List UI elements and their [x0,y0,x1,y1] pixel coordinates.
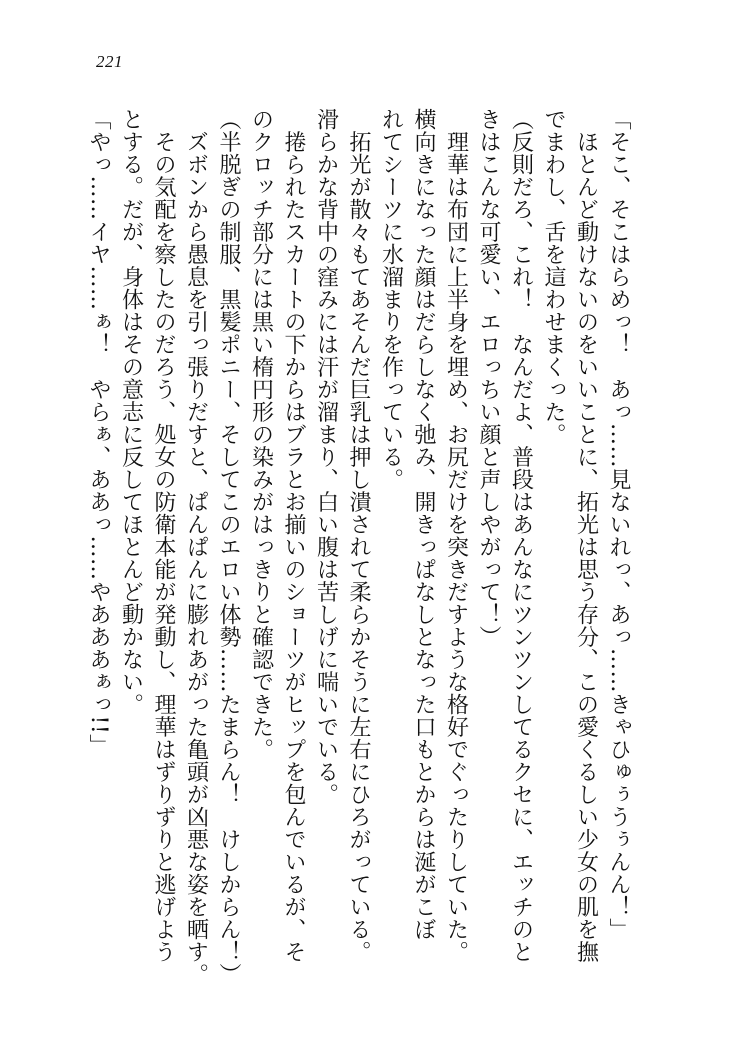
text-line: 「そこ、そこはらめっ！ あっ……見ないれっ、あっ……きゃひゅぅうぅんん！」 [606,108,631,941]
text-line: 捲られたスカートの下からはブラとお揃いのショーツがヒップを包んでいるが、そ [281,108,306,963]
text-line: 「やっ……イヤ……ぁ！ やらぁ、ああっ……やあああぁっ!!」 [86,108,111,757]
text-line: 理華は布団に上半身を埋め、お尻だけを突きだすような格好でぐったりしていた。 [443,108,469,963]
text-line: とする。だが、身体はその意志に反してほとんど動かない。 [118,108,144,716]
text-line: （反則だろ、これ！ なんだよ、普段はあんなにツンツンしてるクセに、エッチのと [508,108,534,963]
text-line: 横向きになった顔はだらしなく弛み、開きっぱなしとなった口もとからは涎がこぼ [411,108,436,941]
text-line: （半脱ぎの制服、黒髪ポニー、そしてこのエロい体勢……たまらん！ けしからん！） [216,108,241,986]
text-line: その気配を察したのだろう、処女の防衛本能が発動し、理華はずりずりと逃げよう [151,108,176,963]
text-line: のクロッチ部分には黒い楕円形の染みがはっきりと確認できた。 [248,108,274,761]
page-number: 221 [96,52,123,71]
text-line: きはこんな可愛い、エロっちい顔と声しやがって！） [476,108,501,648]
vertical-text-body [74,108,634,988]
text-line: でまわし、舌を這わせまくった。 [541,108,566,446]
text-line: れてシーツに水溜まりを作っている。 [378,108,404,491]
text-line: 拓光が散々もてあそんだ巨乳は押し潰されて柔らかそうに左右にひろがっている。 [346,108,371,963]
text-line: 滑らかな背中の窪みには汗が溜まり、白い腹は苦しげに喘いでいる。 [313,108,339,806]
text-line: ほとんど動けないのをいいことに、拓光は思う存分、この愛くるしい少女の肌を撫 [573,108,599,963]
text-line: ズボンから愚息を引っ張りだすと、ぱんぱんに膨れあがった亀頭が凶悪な姿を晒す。 [183,108,209,986]
